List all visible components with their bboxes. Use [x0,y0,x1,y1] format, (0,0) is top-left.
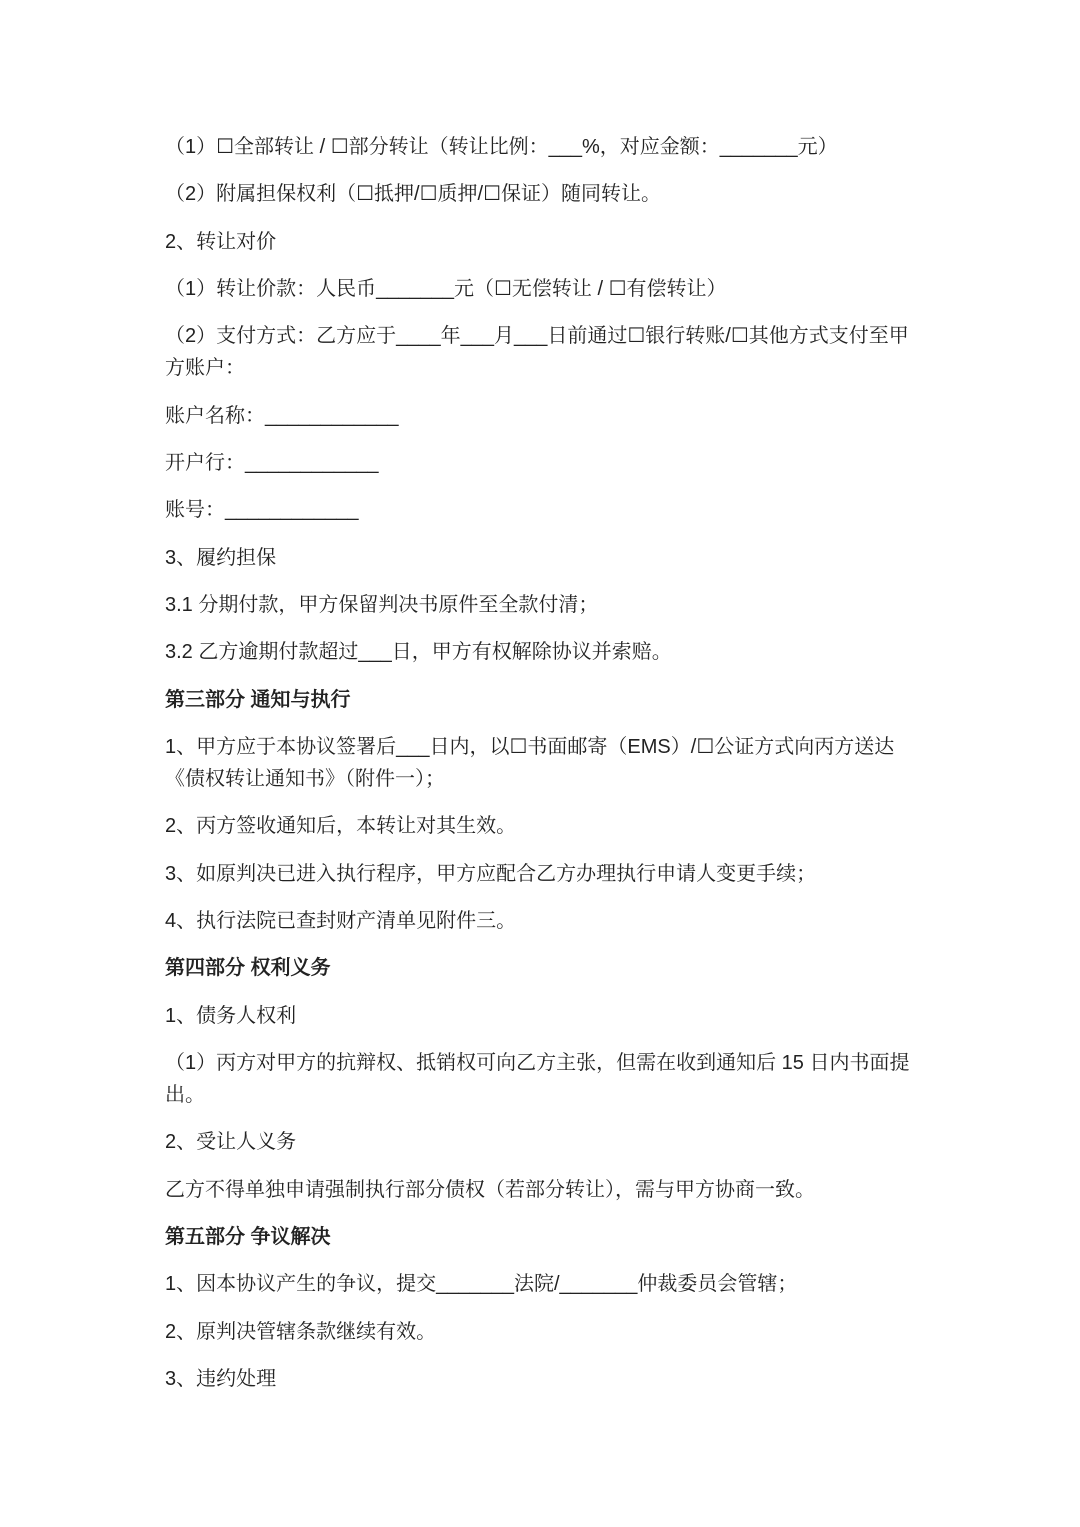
clause-original-jurisdiction [165,1316,925,1348]
section-heading [165,1221,925,1253]
clause-jurisdiction [165,1268,925,1300]
clause-line: 账号：____________ [165,499,359,522]
clause-defense-rights [165,1047,925,1111]
clause-seized-property [165,905,925,937]
clause-overdue [165,636,925,668]
clause-line: 1、因本协议产生的争议，提交_______法院/_______仲裁委员会管辖； [165,1273,798,1296]
clause-line: 2、转让对价 [165,230,277,253]
clause-notice [165,731,925,795]
section-heading [165,684,925,716]
clause-payment-method [165,320,925,384]
clause-line: 4、执行法院已查封财产清单见附件三。 [165,909,517,932]
clause-line: 2、丙方签收通知后，本转让对其生效。 [165,815,517,838]
clause-line: 3、如原判决已进入执行程序，甲方应配合乙方办理执行申请人变更手续； [165,862,817,885]
clause-line: 乙方不得单独申请强制执行部分债权（若部分转让），需与甲方协商一致。 [165,1178,815,1201]
clause-line: 方账户： [165,357,245,380]
clause-line: （1）转让价款：人民币_______元（☐无偿转让 / ☐有偿转让） [165,277,727,300]
clause-installment [165,589,925,621]
clause-line: 1、甲方应于本协议签署后___日内，以☐书面邮寄（EMS）/☐公证方式向丙方送达 [165,735,895,758]
clause-line: 2、原判决管辖条款继续有效。 [165,1320,437,1343]
clause-security-rights [165,178,925,210]
clause-transfer-price [165,273,925,305]
section-title: 第五部分 争议解决 [165,1225,331,1248]
section-title: 第四部分 权利义务 [165,957,331,980]
clause-line: 3、履约担保 [165,546,277,569]
clause-line: 账户名称：____________ [165,404,399,427]
clause-line: 《债权转让通知书》（附件一）； [165,767,445,790]
clause-line: （2）附属担保权利（☐抵押/☐质押/☐保证）随同转让。 [165,183,662,206]
item-title-breach [165,1363,925,1395]
item-title-assignee-obligations [165,1126,925,1158]
clause-line: 开户行：____________ [165,451,379,474]
section-title: 第三部分 通知与执行 [165,688,351,711]
clause-line: （1）☐全部转让 / ☐部分转让（转让比例：___%，对应金额：_______元） [165,136,838,158]
clause-execution-change [165,858,925,890]
clause-line: （2）支付方式：乙方应于____年___月___日前通过☐银行转账/☐其他方式支付至甲 [165,325,909,348]
clause-line: （1）丙方对甲方的抗辩权、抵销权可向乙方主张，但需在收到通知后 15 日内书面提 [165,1051,910,1074]
item-title-performance-guarantee [165,542,925,574]
clause-line: 出。 [165,1083,205,1106]
clause-transfer-scope [165,131,925,163]
field-bank [165,447,925,479]
field-account-name [165,400,925,432]
clause-line: 1、债务人权利 [165,1004,297,1027]
clause-line: 3、违约处理 [165,1367,277,1390]
clause-line: 3.1 分期付款，甲方保留判决书原件至全款付清； [165,593,599,616]
clause-line: 2、受让人义务 [165,1131,297,1154]
field-account-number [165,494,925,526]
item-title-consideration [165,226,925,258]
document-page [165,131,925,1410]
section-heading [165,952,925,984]
clause-line: 3.2 乙方逾期付款超过___日，甲方有权解除协议并索赔。 [165,641,672,664]
item-title-debtor-rights [165,1000,925,1032]
clause-effect [165,810,925,842]
clause-enforcement-limit [165,1174,925,1206]
